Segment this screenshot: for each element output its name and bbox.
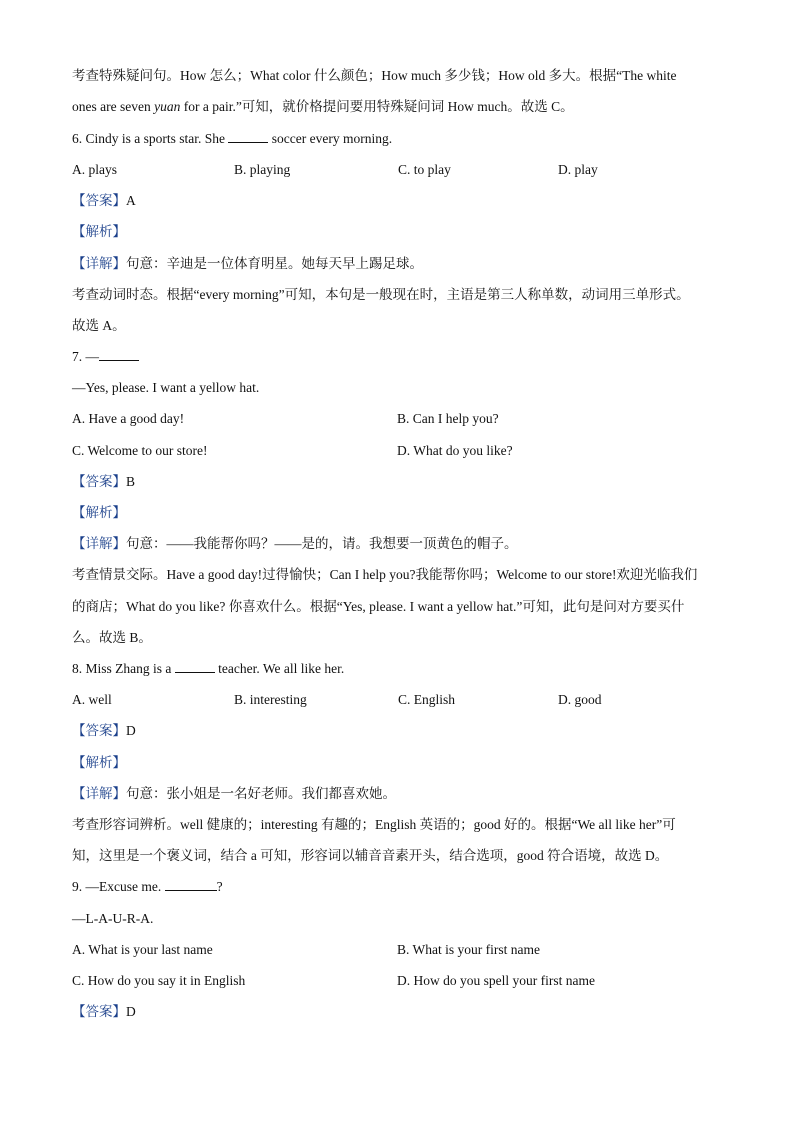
- q6-blank: [228, 130, 268, 143]
- q8-option-c: C. English: [398, 692, 456, 707]
- q7-explanation-line-1: 考查情景交际。Have a good day!过得愉快；Can I help you?我能帮你吗；Welcome to our store!欢迎光临我们: [72, 567, 698, 582]
- q7-analysis-label: 【解析】: [72, 505, 126, 520]
- q8-option-a: A. well: [72, 692, 112, 707]
- q7-answer: 【答案】B: [72, 474, 136, 489]
- q6-option-a: A. plays: [72, 162, 117, 177]
- q9-stem-line-1: 9. —Excuse me. ?: [72, 879, 223, 894]
- q7-detail: 【详解】句意：——我能帮你吗？——是的，请。我想要一顶黄色的帽子。: [72, 536, 518, 551]
- q8-option-d: D. good: [558, 692, 602, 707]
- q9-stem-line-2: —L-A-U-R-A.: [72, 911, 154, 926]
- q6-detail: 【详解】句意：辛迪是一位体育明星。她每天早上踢足球。: [72, 256, 423, 271]
- q7-option-c: C. Welcome to our store!: [72, 443, 208, 458]
- q6-answer: 【答案】A: [72, 193, 136, 208]
- q9-answer: 【答案】D: [72, 1004, 136, 1019]
- q7-blank: [99, 348, 139, 361]
- q7-option-b: B. Can I help you?: [397, 411, 499, 426]
- q9-option-a: A. What is your last name: [72, 942, 213, 957]
- q8-explanation-line-1: 考查形容词辨析。well 健康的；interesting 有趣的；English 英语的；good 好的。根据“We all like her”可: [72, 817, 676, 832]
- q8-explanation-line-2: 知，这里是一个褒义词，结合 a 可知，形容词以辅音音素开头，结合选项，good 符合语境，故选 D。: [72, 848, 669, 863]
- q6-option-b: B. playing: [234, 162, 291, 177]
- q5-explanation-line-1: 考查特殊疑问句。How 怎么；What color 什么颜色；How much 多少钱；How old 多大。根据“The white: [72, 68, 677, 83]
- q6-analysis-label: 【解析】: [72, 224, 126, 239]
- detail-label: 【详解】: [72, 256, 126, 271]
- q9-blank: [165, 878, 217, 891]
- q6-explanation-line-1: 考查动词时态。根据“every morning”可知，本句是一般现在时，主语是第三人称单数，动词用三单形式。: [72, 287, 690, 302]
- q5-explanation-line-2: ones are seven yuan for a pair.”可知，就价格提问要用特殊疑问词 How much。故选 C。: [72, 99, 574, 114]
- answer-label: 【答案】: [72, 193, 126, 208]
- q9-option-c: C. How do you say it in English: [72, 973, 246, 988]
- q8-answer: 【答案】D: [72, 723, 136, 738]
- q8-detail: 【详解】句意：张小姐是一名好老师。我们都喜欢她。: [72, 786, 396, 801]
- q6-explanation-line-2: 故选 A。: [72, 318, 126, 333]
- q9-option-d: D. How do you spell your first name: [397, 973, 595, 988]
- q6-stem: 6. Cindy is a sports star. She soccer every morning.: [72, 131, 393, 146]
- yuan-italic: yuan: [154, 99, 181, 114]
- q7-stem-line-2: —Yes, please. I want a yellow hat.: [72, 380, 260, 395]
- q6-option-c: C. to play: [398, 162, 451, 177]
- q7-stem-line-1: 7. —: [72, 348, 732, 366]
- q6-option-d: D. play: [558, 162, 598, 177]
- q7-explanation-line-3: 么。故选 B。: [72, 630, 152, 645]
- q8-stem: 8. Miss Zhang is a teacher. We all like her.: [72, 661, 345, 676]
- q9-option-b: B. What is your first name: [397, 942, 540, 957]
- q7-explanation-line-2: 的商店；What do you like? 你喜欢什么。根据“Yes, please. I want a yellow hat.”可知，此句是问对方要买什: [72, 599, 685, 614]
- q7-option-d: D. What do you like?: [397, 443, 513, 458]
- q8-analysis-label: 【解析】: [72, 755, 126, 770]
- q8-option-b: B. interesting: [234, 692, 307, 707]
- q7-option-a: A. Have a good day!: [72, 411, 185, 426]
- q8-blank: [175, 660, 215, 673]
